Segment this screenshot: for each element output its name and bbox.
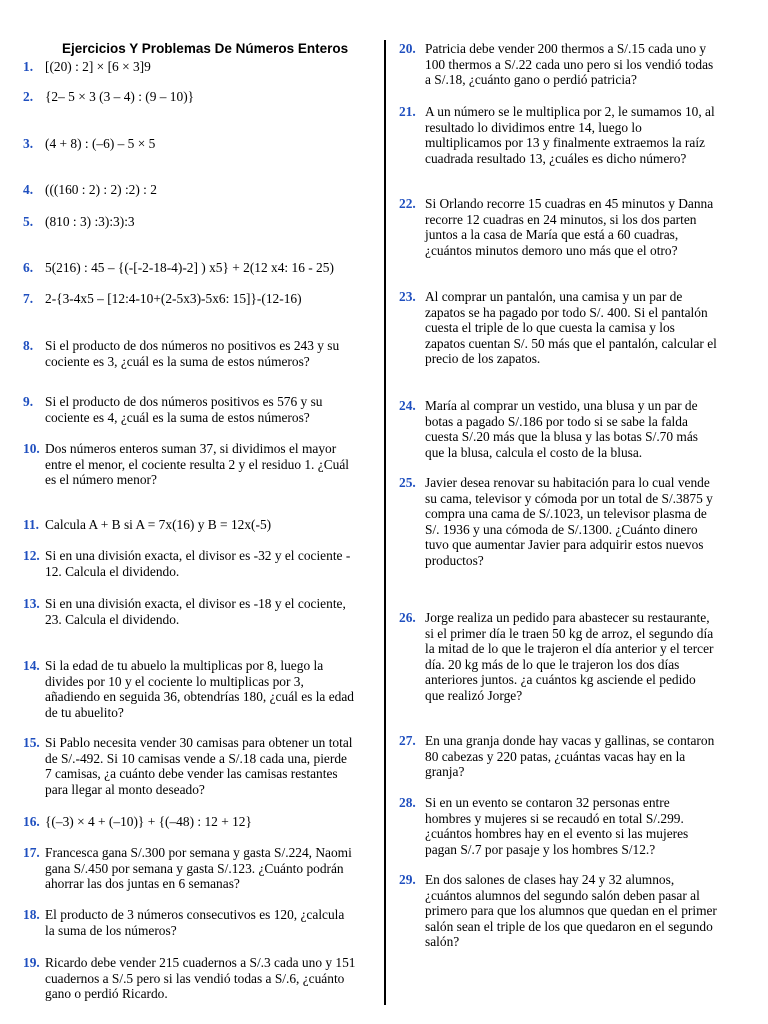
problem-4 <box>23 182 375 198</box>
problem-text: 2-{3-4x5 – [12:4-10+(2-5x3)-5x6: 15]}-(12-16) <box>45 291 302 306</box>
problem-text: Si en una división exacta, el divisor es -32 y el cociente - 12. Calcula el dividendo. <box>45 548 351 579</box>
problem-number: 22. <box>399 196 416 211</box>
problem-text: En una granja donde hay vacas y gallinas, se contaron 80 cabezas y 220 patas, ¿cuántas vacas hay en la granja? <box>425 733 715 780</box>
problem-text: Si la edad de tu abuelo la multiplicas por 8, luego la divides por 10 y el cociente lo multiplicas por 3, añadiendo en seguida 36, obtendrías 180, ¿cuál es la edad de tu abuelito? <box>45 658 354 720</box>
problem-number: 10. <box>23 441 40 456</box>
problem-number: 29. <box>399 872 416 887</box>
problem-text: (4 + 8) : (–6) – 5 × 5 <box>45 136 156 151</box>
problem-1 <box>23 59 375 75</box>
problem-number: 21. <box>399 104 416 119</box>
problem-text: {(–3) × 4 + (–10)} + {(–48) : 12 + 12} <box>45 814 252 829</box>
problem-number: 8. <box>23 338 34 353</box>
problem-number: 28. <box>399 795 416 810</box>
problem-number: 5. <box>23 214 34 229</box>
problem-number: 18. <box>23 907 40 922</box>
problem-number: 13. <box>23 596 40 611</box>
page-title: Ejercicios Y Problemas De Números Enteros <box>62 41 349 56</box>
problem-3 <box>23 136 375 152</box>
problem-27 <box>399 733 765 780</box>
problem-text: En dos salones de clases hay 24 y 32 alumnos, ¿cuántos alumnos del segundo salón deben pasar al primero para que los alumnos que quedan en el primer salón sean el triple de los que quedaron en el segundo salón? <box>425 872 717 950</box>
problem-2 <box>23 89 375 105</box>
problem-text: Si en un evento se contaron 32 personas entre hombres y mujeres si se recaudó en total S/.299. ¿cuántos hombres hay en el evento si las mujeres pagan S/.7 por pasaje y los hombres S/12.? <box>425 795 689 857</box>
problem-number: 27. <box>399 733 416 748</box>
problem-number: 7. <box>23 291 34 306</box>
problem-text: Francesca gana S/.300 por semana y gasta S/.224, Naomi gana S/.450 por semana y gasta S/.123. ¿Cuánto podrán ahorrar las dos juntas en 6 semanas? <box>45 845 352 892</box>
problem-text: (810 : 3) :3):3):3 <box>45 214 135 229</box>
problem-14 <box>23 658 375 720</box>
problem-text: A un número se le multiplica por 2, le sumamos 10, al resultado lo dividimos entre 14, luego lo multiplicamos por 13 y finalmente extraemos la raíz cuadrada resultado 13, ¿cuáles es dicho número? <box>425 104 715 166</box>
problem-23 <box>399 289 765 367</box>
problem-24 <box>399 398 765 460</box>
problem-number: 1. <box>23 59 34 74</box>
problem-text: {2– 5 × 3 (3 – 4) : (9 – 10)} <box>45 89 195 104</box>
problem-number: 26. <box>399 610 416 625</box>
problem-29 <box>399 872 765 950</box>
problem-26 <box>399 610 765 704</box>
problem-21 <box>399 104 765 166</box>
problem-number: 23. <box>399 289 416 304</box>
problem-number: 14. <box>23 658 40 673</box>
problem-18 <box>23 907 375 938</box>
problem-number: 15. <box>23 735 40 750</box>
problem-number: 25. <box>399 475 416 490</box>
problem-text: María al comprar un vestido, una blusa y un par de botas a pagado S/.186 por todo si se sabe la falda cuesta S/.20 más que la blusa y las botas S/.70 más que la blusa, calcula el costo de la blusa. <box>425 398 698 460</box>
problem-16 <box>23 814 375 830</box>
problem-6 <box>23 260 375 276</box>
problem-text: Si Pablo necesita vender 30 camisas para obtener un total de S/.-492. Si 10 camisas vende a S/.18 cada una, pierde 7 camisas, ¿a cuánto debe vender las camisas restantes para llegar al monto deseado? <box>45 735 353 797</box>
problem-7 <box>23 291 375 307</box>
problem-number: 11. <box>23 517 39 532</box>
problem-number: 16. <box>23 814 40 829</box>
problem-text: Al comprar un pantalón, una camisa y un par de zapatos se ha pagado por todo S/. 400. Si el pantalón cuesta el triple de lo que cuesta la camisa y los zapatos cuentan S/. 50 más que el pantalón, calcular el precio de los zapatos. <box>425 289 717 367</box>
problem-number: 3. <box>23 136 34 151</box>
problem-text: Calcula A + B si A = 7x(16) y B = 12x(-5) <box>45 517 272 532</box>
problem-number: 24. <box>399 398 416 413</box>
problem-number: 20. <box>399 41 416 56</box>
problem-text: 5(216) : 45 – {(-[-2-18-4)-2] ) x5} + 2(12 x4: 16 - 25) <box>45 260 334 275</box>
problem-text: Javier desea renovar su habitación para lo cual vende su cama, televisor y cómoda por un total de S/.3875 y compra una cama de S/.1023, un televisor plasma de S/. 1936 y una cómoda de S/.1300. ¿Cuánto dinero tuvo que aumentar Javier para adquirir estos nuevos productos? <box>425 475 713 568</box>
problem-text: El producto de 3 números consecutivos es 120, ¿calcula la suma de los números? <box>45 907 345 938</box>
problem-10 <box>23 441 375 488</box>
problem-number: 9. <box>23 394 34 409</box>
problem-text: Si Orlando recorre 15 cuadras en 45 minutos y Danna recorre 12 cuadras en 24 minutos, si los dos parten juntos a la casa de María que está a 60 cuadras, ¿cuántos minutos demoro uno más que el otro? <box>425 196 714 258</box>
problem-5 <box>23 214 375 230</box>
problem-number: 19. <box>23 955 40 970</box>
problem-text: (((160 : 2) : 2) :2) : 2 <box>45 182 157 197</box>
problem-17 <box>23 845 375 892</box>
problem-19 <box>23 955 375 1002</box>
problem-text: Ricardo debe vender 215 cuadernos a S/.3 cada uno y 151 cuadernos a S/.5 pero si las vendió todas a S/.6, ¿cuánto gano o perdió Ricardo. <box>45 955 356 1002</box>
problem-number: 12. <box>23 548 40 563</box>
column-divider <box>384 40 386 1005</box>
problem-text: Dos números enteros suman 37, si dividimos el mayor entre el menor, el cociente resulta 2 y el residuo 1. ¿Cuál es el número menor? <box>45 441 349 488</box>
problem-text: Jorge realiza un pedido para abastecer su restaurante, si el primer día le traen 50 kg de arroz, el segundo día la mitad de lo que le trajeron el día anterior y el tercer día. 20 kg más de lo que le trajeron los dos días anteriores juntos. ¿a cuántos kg asciende el pedido que realizó Jorge? <box>425 610 714 703</box>
problem-15 <box>23 735 375 797</box>
problem-22 <box>399 196 765 258</box>
problem-text: [(20) : 2] × [6 × 3]9 <box>45 59 151 74</box>
problem-28 <box>399 795 765 857</box>
problem-number: 17. <box>23 845 40 860</box>
problem-9 <box>23 394 375 425</box>
problem-text: Patricia debe vender 200 thermos a S/.15 cada uno y 100 thermos a S/.22 cada uno pero si los vendió todas a S/.18, ¿cuánto gano o perdió patricia? <box>425 41 714 88</box>
problem-number: 2. <box>23 89 34 104</box>
problem-8 <box>23 338 375 369</box>
problem-text: Si el producto de dos números no positivos es 243 y su cociente es 3, ¿cuál es la suma de estos números? <box>45 338 340 369</box>
problem-text: Si el producto de dos números positivos es 576 y su cociente es 4, ¿cuál es la suma de estos números? <box>45 394 323 425</box>
problem-text: Si en una división exacta, el divisor es -18 y el cociente, 23. Calcula el dividendo. <box>45 596 346 627</box>
problem-number: 4. <box>23 182 34 197</box>
problem-12 <box>23 548 375 579</box>
problem-number: 6. <box>23 260 34 275</box>
problem-13 <box>23 596 375 627</box>
problem-25 <box>399 475 765 569</box>
problem-11 <box>23 517 375 533</box>
problem-20 <box>399 41 765 88</box>
